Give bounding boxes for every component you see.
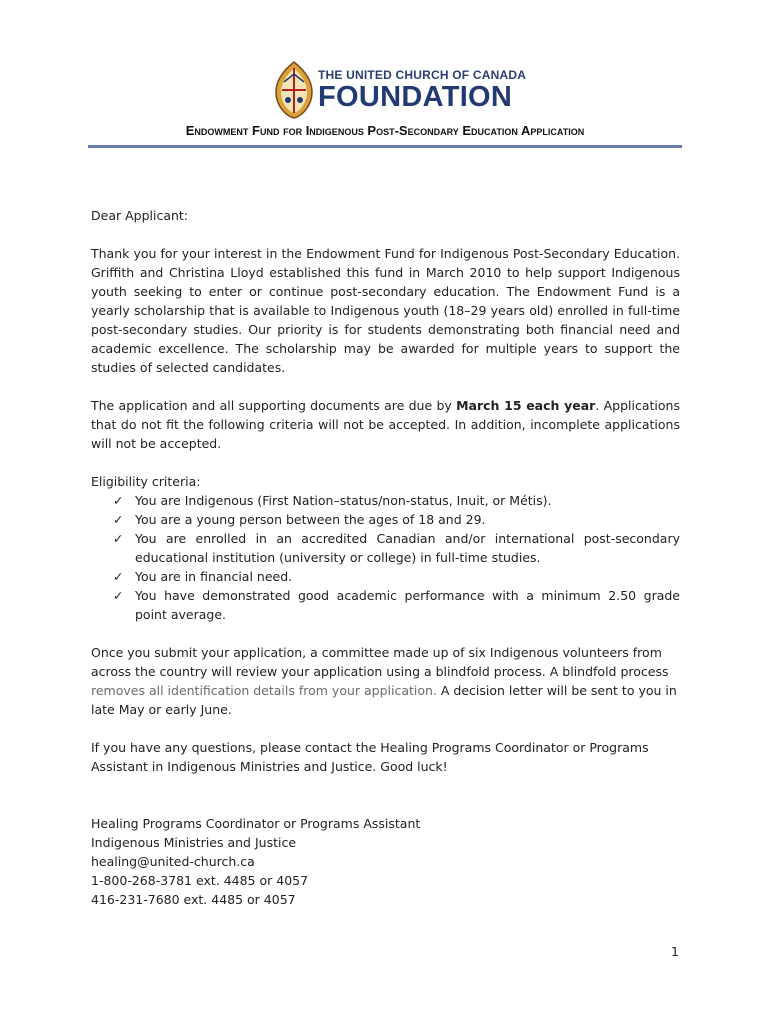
check-icon: ✓ bbox=[113, 569, 124, 584]
document-title: Endowment Fund for Indigenous Post-Secondary Education Application bbox=[185, 123, 585, 138]
title-divider bbox=[88, 145, 682, 148]
list-item bbox=[91, 510, 680, 529]
deadline-text-after: . Applications that do not fit the following criteria will not be accepted. In addition, incomplete applications will not be accepted. bbox=[91, 398, 680, 451]
logo-org-line: THE UNITED CHURCH OF CANADA bbox=[318, 68, 527, 82]
process-paragraph bbox=[91, 643, 680, 719]
contact-role: Healing Programs Coordinator or Programs Assistant bbox=[91, 816, 421, 831]
deadline-text-before: The application and all supporting documents are due by bbox=[91, 398, 457, 413]
logo-foundation-word: FOUNDATION bbox=[318, 81, 513, 113]
criterion-text: You are Indigenous (First Nation–status/non-status, Inuit, or Métis). bbox=[135, 493, 552, 508]
criterion-text: You have demonstrated good academic performance with a minimum 2.50 grade point average. bbox=[135, 588, 680, 622]
contact-department: Indigenous Ministries and Justice bbox=[91, 835, 297, 850]
process-text-a: Once you submit your application, a committee made up of six Indigenous volunteers from across the country will review your application using a blindfold process. A blindfold process bbox=[91, 645, 669, 679]
page-number: 1 bbox=[671, 944, 679, 959]
criterion-text: You are enrolled in an accredited Canadian and/or international post-secondary educational institution (university or college) in full-time studies. bbox=[135, 531, 680, 565]
list-item bbox=[91, 567, 680, 586]
criterion-text: You are a young person between the ages of 18 and 29. bbox=[135, 512, 486, 527]
process-text-muted: removes all identification details from your application. bbox=[91, 683, 437, 698]
check-icon: ✓ bbox=[113, 588, 124, 603]
church-crest-icon bbox=[274, 60, 314, 120]
contact-email[interactable]: healing@united-church.ca bbox=[91, 854, 255, 869]
process-text-b: A decision letter will be sent to you in late May or early June. bbox=[91, 683, 677, 717]
check-icon: ✓ bbox=[113, 512, 124, 527]
contact-phone-local: 416-231-7680 ext. 4485 or 4057 bbox=[91, 892, 296, 907]
questions-paragraph: If you have any questions, please contact the Healing Programs Coordinator or Programs Assistant in Indigenous Ministries and Justice. Good luck! bbox=[91, 740, 649, 774]
list-item bbox=[91, 491, 680, 510]
contact-phone-tollfree: 1-800-268-3781 ext. 4485 or 4057 bbox=[91, 873, 309, 888]
organization-logo bbox=[274, 60, 526, 120]
eligibility-list bbox=[91, 491, 680, 624]
letter-body bbox=[91, 206, 680, 909]
check-icon: ✓ bbox=[113, 531, 124, 546]
salutation: Dear Applicant: bbox=[91, 208, 189, 223]
list-item bbox=[91, 586, 680, 624]
intro-paragraph: Thank you for your interest in the Endowment Fund for Indigenous Post-Secondary Education. Griffith and Christina Lloyd established this fund in March 2010 to help support Indigenous youth seeking to enter or continue post-secondary education. The Endowment Fund is a yearly scholarship that is available to Indigenous youth (18–29 years old) enrolled in full-time post-secondary studies. Our priority is for students demonstrating both financial need and academic excellence. The scholarship may be awarded for multiple years to support the studies of selected candidates. bbox=[91, 246, 680, 375]
deadline-paragraph bbox=[91, 396, 680, 453]
eligibility-heading: Eligibility criteria: bbox=[91, 474, 201, 489]
deadline-date: March 15 each year bbox=[456, 398, 596, 413]
list-item bbox=[91, 529, 680, 567]
contact-block bbox=[91, 814, 680, 909]
criterion-text: You are in financial need. bbox=[135, 569, 293, 584]
check-icon: ✓ bbox=[113, 493, 124, 508]
